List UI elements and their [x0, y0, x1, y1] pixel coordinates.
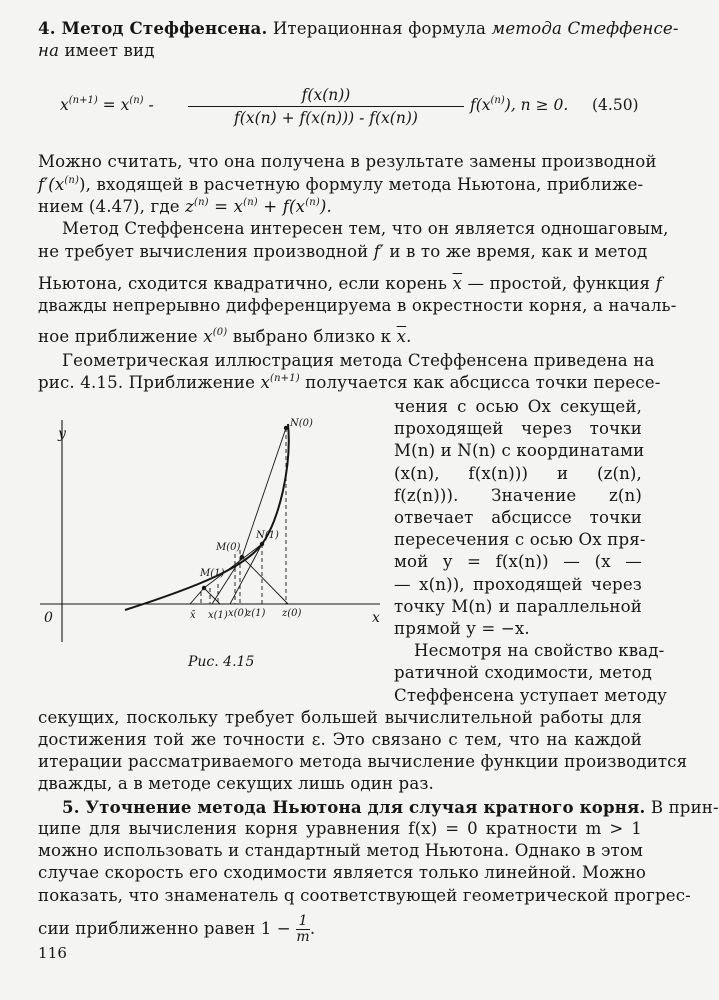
label-M0: M(0) [216, 542, 241, 553]
p4-right-line-1: Несмотря на свойство квад- [414, 641, 665, 660]
section-4-line-1: 4. Метод Стеффенсена. Итерационная формула метода Стеффенсе- [38, 18, 679, 38]
section-5-heading: 5. Уточнение метода Ньютона для случая кратного корня. [62, 797, 646, 817]
label-z1: z(1) [246, 608, 266, 619]
p3-right-line-7: пересечения с осью Ox пря- [394, 530, 646, 549]
p4-line-3: итерации рассматриваемого метода вычисление функции производится [38, 752, 688, 771]
p3-right-line-10: точку M(n) и параллельной [394, 597, 642, 616]
figure-4-15 [30, 410, 392, 700]
section-5-line-1: 5. Уточнение метода Ньютона для случая кратного корня. В прин- [62, 797, 719, 817]
figure-caption: Рис. 4.15 [188, 654, 255, 670]
p4-right-line-3: Стеффенсена уступает методу [394, 686, 668, 705]
p2-line-1: Метод Стеффенсена интересен тем, что он является одношаговым, [62, 219, 669, 238]
formula-numerator: f(x(n)) [301, 86, 351, 104]
formula-4-50: $x^{(n+1)} = x^{(n)}$ - f(x(n)) f(x(n) + f(x(n))) - f(x(n)) $f(x^{(n)})$, n ≥ 0. (4.50) [60, 86, 639, 127]
label-N1: N(1) [256, 530, 279, 541]
page-number: 116 [38, 944, 68, 962]
label-N0: N(0) [290, 418, 313, 429]
p1-line-2: $f'(x^{(n)})$, входящей в расчетную формулу метода Ньютона, приближе- [38, 175, 644, 194]
p3-line-1: Геометрическая иллюстрация метода Стеффенсена приведена на [62, 351, 655, 370]
label-x0: x(0) [228, 608, 248, 619]
section-5-line-6: сии приближенно равен 1 − $\frac{1}{m}$ . [38, 913, 316, 945]
section-4-heading: 4. Метод Стеффенсена. [38, 18, 268, 38]
p1-line-1: Можно считать, что она получена в результате замены производной [38, 152, 657, 171]
formula-fraction [188, 84, 464, 129]
p1-line-3: нием (4.47), где $z^{(n)} = x^{(n)} + f(x^{(n)})$. [38, 197, 332, 216]
p3-right-line-11: прямой y = −x. [394, 619, 530, 638]
p3-right-line-5: f(z(n))). Значение z(n) [394, 486, 642, 505]
y-axis-label: y [58, 426, 66, 442]
p3-line-2: рис. 4.15. Приближение $x^{(n+1)}$ получается как абсцисса точки пересе- [38, 373, 661, 392]
p3-right-line-3: M(n) и N(n) с координатами [394, 441, 645, 460]
p3-right-line-1: чения с осью Ox секущей, [394, 397, 642, 416]
p4-line-4: дважды, а в методе секущих лишь один раз. [38, 774, 434, 793]
section-4-line-2: на имеет вид [38, 41, 155, 60]
section-5-line-5: показать, что знаменатель q соответствующей геометрической прогрес- [38, 886, 691, 905]
origin-label: 0 [44, 610, 53, 626]
fraction-1-over-m: $\frac{1}{m}$ [296, 913, 310, 945]
x-axis-label: x [372, 610, 380, 626]
p3-right-line-2: проходящей через точки [394, 419, 642, 438]
equation-number: (4.50) [592, 96, 639, 114]
label-M1: M(1) [200, 568, 225, 579]
label-z0: z(0) [282, 608, 302, 619]
function-curve [125, 424, 289, 610]
section-5-line-2: ципе для вычисления корня уравнения f(x) = 0 кратности m > 1 [38, 819, 642, 838]
p2-line-2: не требует вычисления производной f′ и в то же время, как и метод [38, 242, 648, 261]
p3-right-line-4: (x(n), f(x(n))) и (z(n), [394, 464, 642, 483]
label-x1: x(1) [208, 610, 228, 621]
p2-line-4: дважды непрерывно дифференцируема в окрестности корня, а началь- [38, 296, 677, 315]
label-xbar: x̄ [190, 610, 196, 621]
section-5-line-4: случае скорость его сходимости является только линейной. Можно [38, 863, 647, 882]
p4-right-line-2: ратичной сходимости, метод [394, 663, 653, 682]
formula-denominator: f(x(n) + f(x(n))) - f(x(n)) [234, 109, 418, 127]
p4-line-1: секущих, поскольку требует большей вычислительной работы для [38, 708, 642, 727]
p2-line-3: Ньютона, сходится квадратично, если корень $\overline{x}$ — простой, функция f [38, 274, 662, 293]
p4-line-2: достижения той же точности ε. Это связано с тем, что на каждой [38, 730, 642, 749]
section-5-line-3: можно использовать и стандартный метод Ньютона. Однако в этом [38, 841, 644, 860]
p3-right-line-6: отвечает абсциссе точки [394, 508, 642, 527]
p3-right-line-9: — x(n)), проходящей через [394, 575, 642, 594]
p2-line-5: ное приближение $x^{(0)}$ выбрано близко к $\overline{x}$. [38, 327, 412, 346]
p3-right-line-8: мой y = f(x(n)) — (x — [394, 552, 642, 571]
